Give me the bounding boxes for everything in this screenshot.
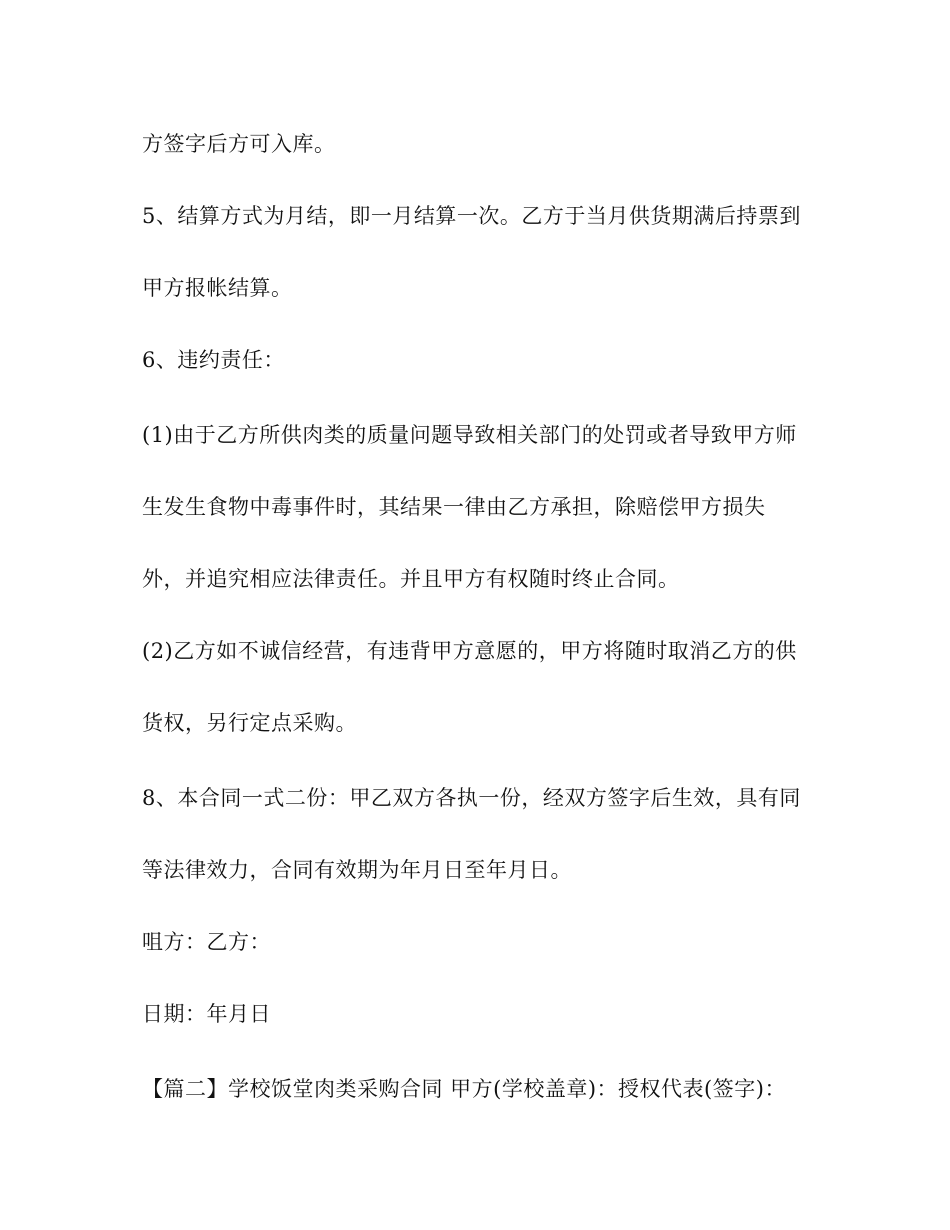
text-line: 货权，另行定点采购。 <box>142 711 357 735</box>
text-line: 等法律效力，合同有效期为年月日至年月日。 <box>142 858 572 882</box>
text-line: 8、本合同一式二份：甲乙双方各执一份，经双方签字后生效，具有同 <box>142 786 801 810</box>
text-line: (2)乙方如不诚信经营，有违背甲方意愿的，甲方将随时取消乙方的供 <box>142 639 797 663</box>
text-line: 甲方报帐结算。 <box>142 276 293 300</box>
text-line: 方签字后方可入库。 <box>142 132 336 156</box>
text-line: 日期：年月日 <box>142 1002 271 1026</box>
section-heading-line: 【篇二】学校饭堂肉类采购合同 甲方(学校盖章)：授权代表(签字)： <box>142 1077 786 1101</box>
text-line: 生发生食物中毒事件时，其结果一律由乙方承担，除赔偿甲方损失 <box>142 495 766 519</box>
text-line: 5、结算方式为月结，即一月结算一次。乙方于当月供货期满后持票到 <box>142 204 801 228</box>
text-line: 外，并追究相应法律责任。并且甲方有权随时终止合同。 <box>142 567 680 591</box>
text-line: 6、违约责任： <box>142 348 285 372</box>
text-line: 咀方：乙方： <box>142 930 271 954</box>
text-line: (1)由于乙方所供肉类的质量问题导致相关部门的处罚或者导致甲方师 <box>142 423 797 447</box>
